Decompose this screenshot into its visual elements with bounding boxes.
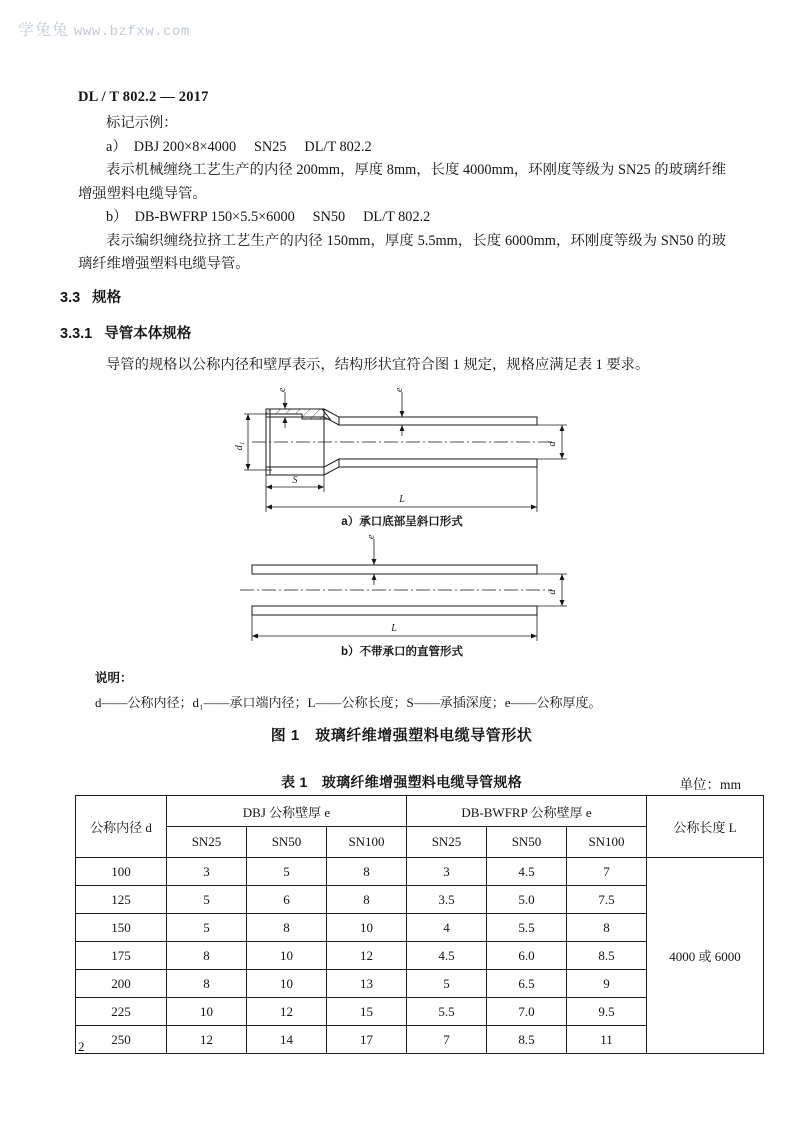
dim-label-e-middle: e — [394, 388, 405, 392]
section-heading-3-3 — [60, 286, 121, 307]
cell-bwfrp-thickness-sn100: 9.5 — [567, 998, 647, 1026]
cell-dbj-thickness-sn100: 12 — [327, 942, 407, 970]
cell-bwfrp-thickness-sn100: 11 — [567, 1026, 647, 1054]
cell-dbj-thickness-sn100: 8 — [327, 886, 407, 914]
section-heading-3-3-1 — [60, 322, 191, 343]
table-1-unit-note: 单位：mm — [679, 777, 741, 792]
cell-dbj-thickness-sn25: 8 — [167, 970, 247, 998]
header-sn-bwfrp-50: SN50 — [487, 827, 567, 858]
cell-dbj-thickness-sn100: 15 — [327, 998, 407, 1026]
marking-item-a-description: 表示机械缠绕工艺生产的内径 200mm，厚度 8mm，长度 4000mm，环刚度等级为 SN25 的玻璃纤维增强塑料电缆导管。 — [78, 162, 726, 202]
specification-table — [75, 795, 764, 1054]
header-nominal-length: 公称长度 L — [647, 796, 764, 858]
section-number-3-3-1: 3.3.1 — [60, 326, 93, 342]
cell-dbj-thickness-sn100: 10 — [327, 914, 407, 942]
cell-bwfrp-thickness-sn50: 5.5 — [487, 914, 567, 942]
cell-bwfrp-thickness-sn25: 7 — [407, 1026, 487, 1054]
cell-dbj-thickness-sn25: 5 — [167, 886, 247, 914]
header-sn-bwfrp-100: SN100 — [567, 827, 647, 858]
dim-label-d1: d₁ — [234, 441, 245, 451]
marking-item-a: a） DBJ 200×8×4000 SN25 DL/T 802.2 — [106, 138, 372, 155]
cell-bwfrp-thickness-sn100: 7.5 — [567, 886, 647, 914]
dim-label-L-b: L — [391, 623, 397, 634]
cell-dbj-thickness-sn50: 10 — [247, 970, 327, 998]
header-nominal-inner-diameter: 公称内径 d — [76, 796, 167, 858]
cell-dbj-thickness-sn25: 10 — [167, 998, 247, 1026]
dim-label-e-left: e — [277, 388, 288, 392]
dim-label-d: d — [547, 441, 558, 447]
figure-legend-symbols: d——公称内径；d₁——承口端内径；L——公称长度；S——承插深度；e——公称厚度。 — [95, 695, 602, 710]
dim-label-S: S — [292, 475, 298, 486]
figure-1b-caption: b）不带承口的直管形式 — [340, 646, 464, 658]
cell-bwfrp-thickness-sn50: 5.0 — [487, 886, 567, 914]
cell-nominal-inner-diameter: 225 — [76, 998, 167, 1026]
cell-dbj-thickness-sn50: 12 — [247, 998, 327, 1026]
cell-bwfrp-thickness-sn100: 9 — [567, 970, 647, 998]
marking-example-block — [78, 112, 726, 277]
marking-item-b: b） DB-BWFRP 150×5.5×6000 SN50 DL/T 802.2 — [106, 209, 431, 225]
dim-label-d-b: d — [547, 589, 558, 595]
header-group-db-bwfrp: DB-BWFRP 公称壁厚 e — [407, 796, 647, 827]
page-number: 2 — [78, 1039, 85, 1054]
cell-dbj-thickness-sn50: 5 — [247, 858, 327, 886]
cell-bwfrp-thickness-sn25: 3.5 — [407, 886, 487, 914]
cell-dbj-thickness-sn100: 17 — [327, 1026, 407, 1054]
figure-1b-straight-pipe-drawing — [222, 533, 582, 659]
dim-label-e-b: e — [366, 534, 377, 539]
cell-nominal-inner-diameter: 125 — [76, 886, 167, 914]
table-row — [76, 858, 764, 886]
cell-bwfrp-thickness-sn25: 4.5 — [407, 942, 487, 970]
cell-bwfrp-thickness-sn100: 8.5 — [567, 942, 647, 970]
spec-paragraph: 导管的规格以公称内径和壁厚表示，结构形状宜符合图 1 规定，规格应满足表 1 要求。 — [106, 357, 650, 373]
header-sn-bwfrp-25: SN25 — [407, 827, 487, 858]
cell-bwfrp-thickness-sn25: 3 — [407, 858, 487, 886]
figure-1a-caption: a）承口底部呈斜口形式 — [341, 516, 463, 528]
cell-bwfrp-thickness-sn50: 4.5 — [487, 858, 567, 886]
table-1-wrapper — [75, 795, 764, 1054]
figure-legend — [95, 668, 735, 712]
cell-bwfrp-thickness-sn25: 5 — [407, 970, 487, 998]
cell-dbj-thickness-sn25: 12 — [167, 1026, 247, 1054]
watermark-url-text: www.bzfxw.com — [74, 24, 190, 40]
section-number-3-3: 3.3 — [60, 290, 81, 306]
cell-nominal-length: 4000 或 6000 — [647, 858, 764, 1054]
section-3-3-1-body — [78, 354, 726, 378]
cell-dbj-thickness-sn50: 8 — [247, 914, 327, 942]
cell-nominal-inner-diameter: 150 — [76, 914, 167, 942]
dim-label-L-a: L — [399, 494, 405, 505]
figure-1b-svg — [222, 533, 582, 659]
cell-nominal-inner-diameter: 200 — [76, 970, 167, 998]
watermark — [18, 17, 190, 40]
cell-dbj-thickness-sn50: 14 — [247, 1026, 327, 1054]
marking-item-b-description: 表示编织缠绕拉挤工艺生产的内径 150mm，厚度 5.5mm，长度 6000mm，环刚度等级为 SN50 的玻璃纤维增强塑料电缆导管。 — [78, 232, 726, 272]
figure-1a-svg — [222, 388, 582, 530]
cell-bwfrp-thickness-sn50: 7.0 — [487, 998, 567, 1026]
cell-bwfrp-thickness-sn25: 4 — [407, 914, 487, 942]
cell-bwfrp-thickness-sn50: 6.5 — [487, 970, 567, 998]
cell-dbj-thickness-sn100: 13 — [327, 970, 407, 998]
standard-number-header: DL / T 802.2 — 2017 — [78, 89, 209, 105]
figure-1a-socket-pipe-drawing — [222, 388, 582, 530]
cell-bwfrp-thickness-sn100: 8 — [567, 914, 647, 942]
cell-dbj-thickness-sn25: 5 — [167, 914, 247, 942]
figure-1-title: 图 1 玻璃纤维增强塑料电缆导管形状 — [270, 727, 533, 744]
cell-dbj-thickness-sn50: 10 — [247, 942, 327, 970]
header-sn-dbj-100: SN100 — [327, 827, 407, 858]
section-title-3-3-1: 导管本体规格 — [104, 326, 192, 342]
section-title-3-3: 规格 — [92, 290, 122, 306]
watermark-cn-text: 学兔兔 — [18, 22, 70, 39]
cell-nominal-inner-diameter: 100 — [76, 858, 167, 886]
cell-bwfrp-thickness-sn25: 5.5 — [407, 998, 487, 1026]
marking-example-label: 标记示例： — [106, 115, 178, 131]
cell-nominal-inner-diameter: 250 — [76, 1026, 167, 1054]
cell-dbj-thickness-sn100: 8 — [327, 858, 407, 886]
header-sn-dbj-25: SN25 — [167, 827, 247, 858]
cell-bwfrp-thickness-sn50: 8.5 — [487, 1026, 567, 1054]
header-group-dbj: DBJ 公称壁厚 e — [167, 796, 407, 827]
cell-dbj-thickness-sn25: 8 — [167, 942, 247, 970]
cell-dbj-thickness-sn50: 6 — [247, 886, 327, 914]
cell-dbj-thickness-sn25: 3 — [167, 858, 247, 886]
header-sn-dbj-50: SN50 — [247, 827, 327, 858]
table-header-row-groups — [76, 796, 764, 827]
table-body — [76, 858, 764, 1054]
cell-bwfrp-thickness-sn50: 6.0 — [487, 942, 567, 970]
cell-bwfrp-thickness-sn100: 7 — [567, 858, 647, 886]
table-1-title: 表 1 玻璃纤维增强塑料电缆导管规格 — [280, 774, 523, 790]
cell-nominal-inner-diameter: 175 — [76, 942, 167, 970]
figure-legend-title: 说明： — [95, 671, 133, 685]
table-head — [76, 796, 764, 858]
